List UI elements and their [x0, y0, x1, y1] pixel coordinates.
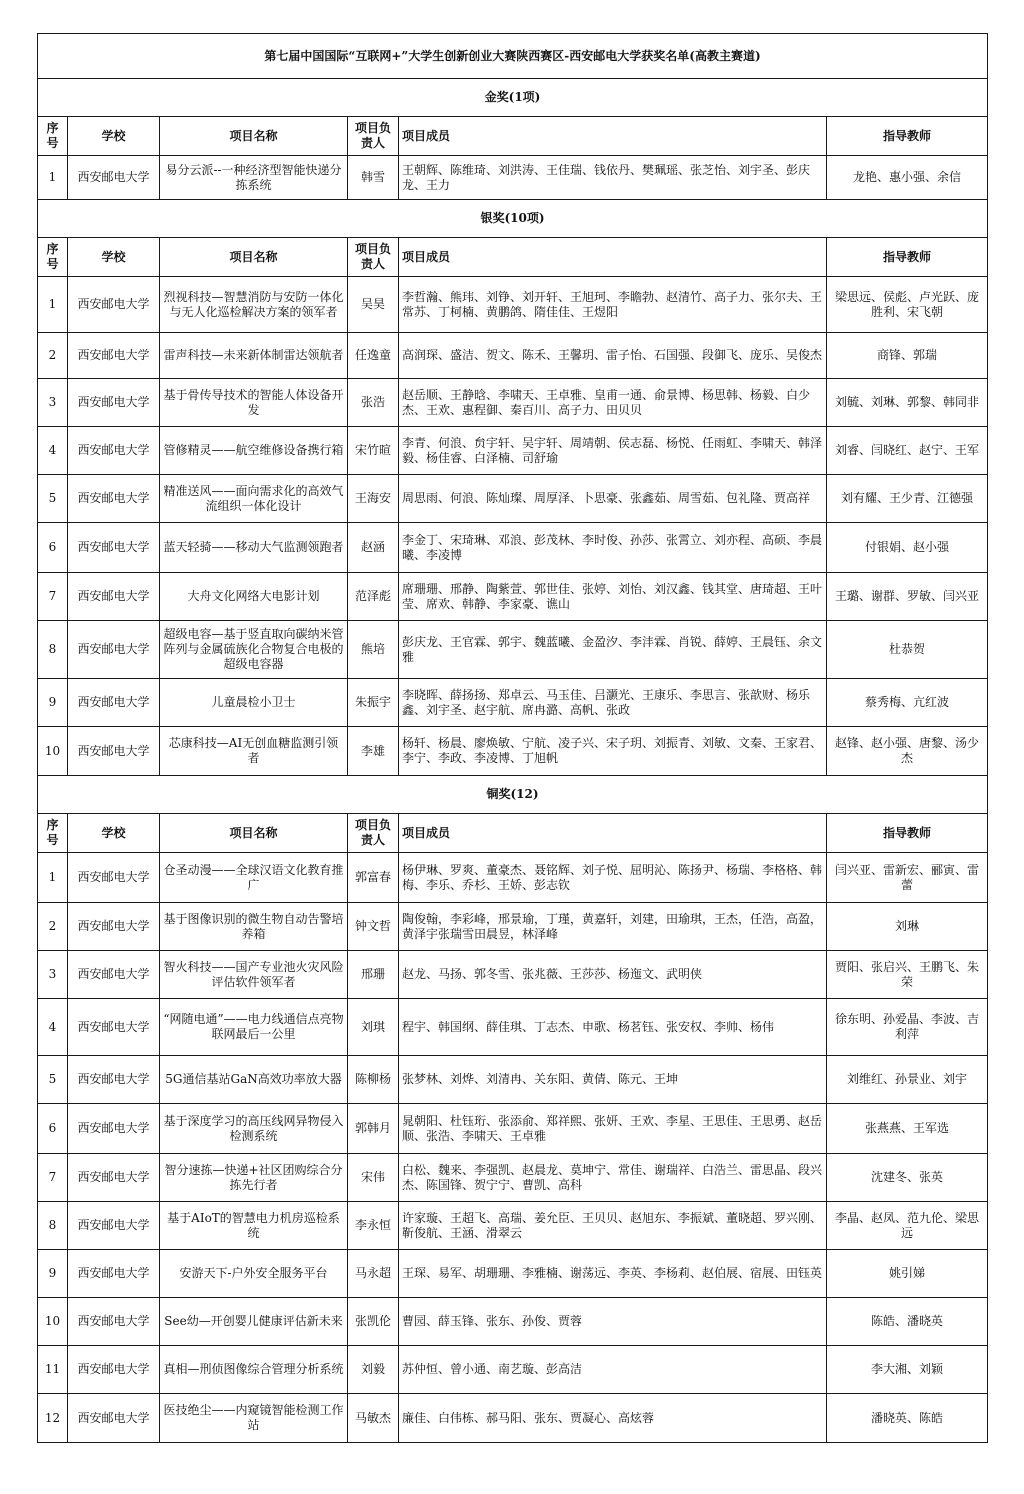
table-row [38, 999, 988, 1056]
table-row [38, 1154, 988, 1202]
cell-school: 西安邮电大学 [68, 1056, 160, 1104]
cell-no: 9 [38, 1250, 68, 1298]
table-row [38, 379, 988, 427]
header-school: 学校 [68, 814, 160, 853]
cell-no: 8 [38, 621, 68, 679]
cell-advisors: 沈建冬、张英 [827, 1154, 988, 1202]
cell-project: 基于骨传导技术的智能人体设备开发 [160, 379, 348, 427]
cell-members: 晁朝阳、杜钰珩、张添俞、郑祥熙、张妍、王欢、李星、王思佳、王思勇、赵岳顺、张浩、李啸天、王卓雅 [399, 1104, 827, 1154]
table-row [38, 903, 988, 951]
cell-school: 西安邮电大学 [68, 1104, 160, 1154]
header-advisors: 指导教师 [827, 117, 988, 156]
section-header-silver [38, 200, 988, 238]
cell-project: 安游天下-户外安全服务平台 [160, 1250, 348, 1298]
cell-members: 席珊珊、邢静、陶紫萱、郭世佳、张婷、刘怡、刘汉鑫、钱其堂、唐琦超、王叶莹、席欢、韩静、李家豪、谯山 [399, 573, 827, 621]
cell-leader: 刘琪 [348, 999, 399, 1056]
cell-no: 2 [38, 903, 68, 951]
cell-school: 西安邮电大学 [68, 523, 160, 573]
cell-advisors: 商锋、郭瑞 [827, 333, 988, 379]
cell-leader: 钟文哲 [348, 903, 399, 951]
cell-project: 智火科技——国产专业池火灾风险评估软件领军者 [160, 951, 348, 999]
cell-members: 王琛、易军、胡珊珊、李雅楠、谢荡远、李英、李杨莉、赵伯展、宿展、田钰英 [399, 1250, 827, 1298]
cell-leader: 宋竹暄 [348, 427, 399, 475]
cell-no: 11 [38, 1346, 68, 1394]
table-row [38, 1202, 988, 1250]
cell-project: 基于深度学习的高压线网异物侵入检测系统 [160, 1104, 348, 1154]
cell-leader: 张浩 [348, 379, 399, 427]
cell-leader: 陈柳杨 [348, 1056, 399, 1104]
header-no: 序号 [38, 238, 68, 277]
cell-project: 烈视科技—智慧消防与安防一体化与无人化巡检解决方案的领军者 [160, 277, 348, 333]
cell-school: 西安邮电大学 [68, 156, 160, 200]
cell-members: 李金丁、宋琦琳、邓浪、彭茂林、李时俊、孙莎、张霄立、刘亦程、高硕、李晨曦、李凌博 [399, 523, 827, 573]
cell-no: 5 [38, 475, 68, 523]
cell-no: 10 [38, 727, 68, 776]
cell-project: 基于AIoT的智慧电力机房巡检系统 [160, 1202, 348, 1250]
cell-members: 王朝辉、陈维琦、刘洪涛、王佳瑞、钱依丹、樊珮瑶、张芝怡、刘宇圣、彭庆龙、王力 [399, 156, 827, 200]
cell-leader: 赵涵 [348, 523, 399, 573]
header-project: 项目名称 [160, 117, 348, 156]
cell-members: 程宇、韩国纲、薛佳琪、丁志杰、申歌、杨茗钰、张安权、李帅、杨伟 [399, 999, 827, 1056]
cell-members: 赵龙、马扬、郭冬雪、张兆薇、王莎莎、杨迤文、武明侠 [399, 951, 827, 999]
cell-school: 西安邮电大学 [68, 1154, 160, 1202]
header-leader: 项目负责人 [348, 814, 399, 853]
cell-school: 西安邮电大学 [68, 379, 160, 427]
cell-school: 西安邮电大学 [68, 621, 160, 679]
cell-leader: 范泽彪 [348, 573, 399, 621]
cell-school: 西安邮电大学 [68, 1250, 160, 1298]
cell-no: 8 [38, 1202, 68, 1250]
cell-leader: 朱振宇 [348, 679, 399, 727]
cell-no: 5 [38, 1056, 68, 1104]
table-row [38, 156, 988, 200]
table-row [38, 1104, 988, 1154]
cell-school: 西安邮电大学 [68, 573, 160, 621]
cell-project: 真相—刑侦图像综合管理分析系统 [160, 1346, 348, 1394]
cell-members: 白松、魏来、李强凯、赵晨龙、莫坤宁、常佳、谢瑞祥、白浩兰、雷思晶、段兴杰、陈国锋、贺宁宁、曹凯、高科 [399, 1154, 827, 1202]
cell-advisors: 徐东明、孙爱晶、李波、吉利萍 [827, 999, 988, 1056]
cell-members: 廉佳、白伟栋、郝马阳、张东、贾凝心、高炫蓉 [399, 1394, 827, 1443]
cell-school: 西安邮电大学 [68, 1298, 160, 1346]
cell-advisors: 刘有耀、王少青、江德强 [827, 475, 988, 523]
cell-members: 张梦林、刘烨、刘清冉、关东阳、黄倩、陈元、王坤 [399, 1056, 827, 1104]
cell-no: 4 [38, 427, 68, 475]
cell-members: 李青、何浪、贠宇轩、吴宇轩、周靖朝、侯志磊、杨悦、任雨虹、李啸天、韩泽毅、杨佳睿、白泽楠、司舒瑜 [399, 427, 827, 475]
cell-school: 西安邮电大学 [68, 1394, 160, 1443]
cell-school: 西安邮电大学 [68, 679, 160, 727]
cell-no: 1 [38, 156, 68, 200]
cell-no: 7 [38, 1154, 68, 1202]
column-header-row [38, 117, 988, 156]
cell-advisors: 张燕燕、王军选 [827, 1104, 988, 1154]
header-leader: 项目负责人 [348, 117, 399, 156]
cell-leader: 吴昊 [348, 277, 399, 333]
cell-project: “网随电通”——电力线通信点亮物联网最后一公里 [160, 999, 348, 1056]
cell-project: 大舟文化网络大电影计划 [160, 573, 348, 621]
cell-members: 高润琛、盛洁、贺文、陈禾、王馨玥、雷子怡、石国强、段御飞、庞乐、吴俊杰 [399, 333, 827, 379]
table-row [38, 727, 988, 776]
cell-project: 智分速拣—快递+社区团购综合分拣先行者 [160, 1154, 348, 1202]
cell-advisors: 付银娟、赵小强 [827, 523, 988, 573]
cell-members: 曹园、薛玉锋、张东、孙俊、贾蓉 [399, 1298, 827, 1346]
cell-no: 7 [38, 573, 68, 621]
title-row [38, 34, 988, 79]
cell-project: 芯康科技—AI无创血糖监测引领者 [160, 727, 348, 776]
cell-no: 4 [38, 999, 68, 1056]
section-header-bronze [38, 776, 988, 814]
header-project: 项目名称 [160, 238, 348, 277]
cell-project: 精准送风——面向需求化的高效气流组织一体化设计 [160, 475, 348, 523]
table-row [38, 475, 988, 523]
cell-school: 西安邮电大学 [68, 277, 160, 333]
section-header-gold [38, 79, 988, 117]
table-row [38, 1346, 988, 1394]
cell-school: 西安邮电大学 [68, 999, 160, 1056]
cell-leader: 张凯伦 [348, 1298, 399, 1346]
table-row [38, 1298, 988, 1346]
section-title: 金奖(1项) [38, 79, 988, 117]
cell-members: 周思雨、何浪、陈灿璨、周厚泽、卜思豪、张鑫茹、周雪茹、包礼隆、贾高祥 [399, 475, 827, 523]
cell-leader: 宋伟 [348, 1154, 399, 1202]
cell-members: 李晓晖、薛扬扬、郑卓云、马玉佳、吕灏光、王康乐、李思言、张歆财、杨乐鑫、刘宇圣、赵宇航、席冉潞、高帆、张政 [399, 679, 827, 727]
cell-advisors: 刘毓、刘琳、郭黎、韩同非 [827, 379, 988, 427]
cell-project: 基于图像识别的微生物自动告警培养箱 [160, 903, 348, 951]
cell-members: 苏仲恒、曾小通、南艺璇、彭高洁 [399, 1346, 827, 1394]
header-school: 学校 [68, 238, 160, 277]
cell-school: 西安邮电大学 [68, 727, 160, 776]
table-row [38, 573, 988, 621]
cell-advisors: 杜恭贺 [827, 621, 988, 679]
cell-leader: 马敏杰 [348, 1394, 399, 1443]
cell-leader: 李雄 [348, 727, 399, 776]
cell-advisors: 梁思远、侯彪、卢光跃、庞胜利、宋飞朝 [827, 277, 988, 333]
cell-no: 9 [38, 679, 68, 727]
cell-advisors: 龙艳、惠小强、余信 [827, 156, 988, 200]
cell-leader: 李永恒 [348, 1202, 399, 1250]
cell-advisors: 姚引娣 [827, 1250, 988, 1298]
header-members: 项目成员 [399, 117, 827, 156]
section-title: 银奖(10项) [38, 200, 988, 238]
cell-school: 西安邮电大学 [68, 1202, 160, 1250]
cell-no: 10 [38, 1298, 68, 1346]
table-row [38, 621, 988, 679]
cell-leader: 邢珊 [348, 951, 399, 999]
cell-no: 3 [38, 951, 68, 999]
cell-advisors: 陈皓、潘晓英 [827, 1298, 988, 1346]
cell-no: 1 [38, 853, 68, 903]
cell-advisors: 李大湘、刘颖 [827, 1346, 988, 1394]
cell-advisors: 赵锋、赵小强、唐黎、汤少杰 [827, 727, 988, 776]
table-body [38, 34, 988, 1443]
header-leader: 项目负责人 [348, 238, 399, 277]
table-row [38, 1250, 988, 1298]
cell-no: 1 [38, 277, 68, 333]
table-row [38, 1056, 988, 1104]
cell-no: 6 [38, 1104, 68, 1154]
table-row [38, 679, 988, 727]
table-row [38, 1394, 988, 1443]
header-no: 序号 [38, 814, 68, 853]
cell-advisors: 刘睿、闫晓红、赵宁、王军 [827, 427, 988, 475]
cell-advisors: 刘琳 [827, 903, 988, 951]
cell-project: 仓圣动漫——全球汉语文化教育推广 [160, 853, 348, 903]
cell-leader: 任逸童 [348, 333, 399, 379]
cell-school: 西安邮电大学 [68, 427, 160, 475]
cell-members: 陶俊翰，李彩峰，邢景瑜，丁瑾，黄嘉轩，刘建，田瑜琪，王杰，任浩，高盈，黄泽宇张瑞雪田晨昱，林泽峰 [399, 903, 827, 951]
cell-members: 彭庆龙、王官霖、郭宇、魏蓝曦、金盈汐、李沣霖、肖锐、薛婷、王晨钰、余文雅 [399, 621, 827, 679]
section-title: 铜奖(12) [38, 776, 988, 814]
header-advisors: 指导教师 [827, 814, 988, 853]
table-row [38, 277, 988, 333]
cell-advisors: 贾阳、张启兴、王鹏飞、朱荣 [827, 951, 988, 999]
cell-leader: 马永超 [348, 1250, 399, 1298]
cell-project: 蓝天轻骑——移动大气监测领跑者 [160, 523, 348, 573]
cell-no: 12 [38, 1394, 68, 1443]
cell-school: 西安邮电大学 [68, 1346, 160, 1394]
header-project: 项目名称 [160, 814, 348, 853]
cell-members: 杨轩、杨晨、廖焕敏、宁航、凌子兴、宋子玥、刘振青、刘敏、文秦、王家君、李宁、李政、李凌博、丁旭帆 [399, 727, 827, 776]
cell-advisors: 蔡秀梅、亢红波 [827, 679, 988, 727]
cell-leader: 韩雪 [348, 156, 399, 200]
cell-leader: 熊培 [348, 621, 399, 679]
cell-project: 管修精灵——航空维修设备携行箱 [160, 427, 348, 475]
column-header-row [38, 814, 988, 853]
header-no: 序号 [38, 117, 68, 156]
table-row [38, 333, 988, 379]
cell-advisors: 李晶、赵凤、范九伦、梁思远 [827, 1202, 988, 1250]
cell-members: 赵岳顺、王静晗、李啸天、王卓雅、皇甫一通、俞景博、杨思韩、杨毅、白少杰、王欢、惠程御、秦百川、高子力、田贝贝 [399, 379, 827, 427]
header-school: 学校 [68, 117, 160, 156]
cell-members: 许家璇、王超飞、高瑞、姜允臣、王贝贝、赵旭东、李振斌、董晓超、罗兴刚、靳俊航、王涵、滑翠云 [399, 1202, 827, 1250]
cell-leader: 郭富春 [348, 853, 399, 903]
cell-school: 西安邮电大学 [68, 475, 160, 523]
table-row [38, 523, 988, 573]
cell-school: 西安邮电大学 [68, 951, 160, 999]
table-row [38, 427, 988, 475]
cell-leader: 王海安 [348, 475, 399, 523]
table-row [38, 951, 988, 999]
cell-project: 儿童晨检小卫士 [160, 679, 348, 727]
award-list-table [37, 33, 988, 1443]
cell-project: 雷声科技—未来新体制雷达领航者 [160, 333, 348, 379]
cell-school: 西安邮电大学 [68, 333, 160, 379]
cell-no: 6 [38, 523, 68, 573]
cell-project: 5G通信基站GaN高效功率放大器 [160, 1056, 348, 1104]
cell-leader: 刘毅 [348, 1346, 399, 1394]
header-members: 项目成员 [399, 238, 827, 277]
cell-project: 易分云派--一种经济型智能快递分拣系统 [160, 156, 348, 200]
cell-no: 3 [38, 379, 68, 427]
cell-advisors: 潘晓英、陈皓 [827, 1394, 988, 1443]
cell-advisors: 闫兴亚、雷新宏、郦寅、雷蕾 [827, 853, 988, 903]
cell-advisors: 刘维红、孙景业、刘宇 [827, 1056, 988, 1104]
cell-school: 西安邮电大学 [68, 853, 160, 903]
cell-project: See幼—开创婴儿健康评估新未来 [160, 1298, 348, 1346]
header-members: 项目成员 [399, 814, 827, 853]
cell-members: 李哲瀚、熊玮、刘铮、刘开轩、王旭珂、李瞻勃、赵清竹、高子力、张尔夫、王常苏、丁柯楠、黄鹏鸽、隋佳佳、王煜阳 [399, 277, 827, 333]
column-header-row [38, 238, 988, 277]
cell-project: 超级电容—基于竖直取向碳纳米管阵列与金属硫族化合物复合电极的超级电容器 [160, 621, 348, 679]
table-row [38, 853, 988, 903]
cell-advisors: 王璐、谢群、罗敏、闫兴亚 [827, 573, 988, 621]
header-advisors: 指导教师 [827, 238, 988, 277]
document-title: 第七届中国国际“互联网+”大学生创新创业大赛陕西赛区-西安邮电大学获奖名单(高教主赛道) [38, 34, 988, 79]
cell-members: 杨伊琳、罗爽、董豪杰、聂铭辉、刘子悦、屈明沁、陈扬尹、杨瑞、李格格、韩梅、李乐、乔杉、王娇、彭志钦 [399, 853, 827, 903]
cell-school: 西安邮电大学 [68, 903, 160, 951]
cell-no: 2 [38, 333, 68, 379]
cell-project: 医技绝尘——内窥镜智能检测工作站 [160, 1394, 348, 1443]
cell-leader: 郭韩月 [348, 1104, 399, 1154]
